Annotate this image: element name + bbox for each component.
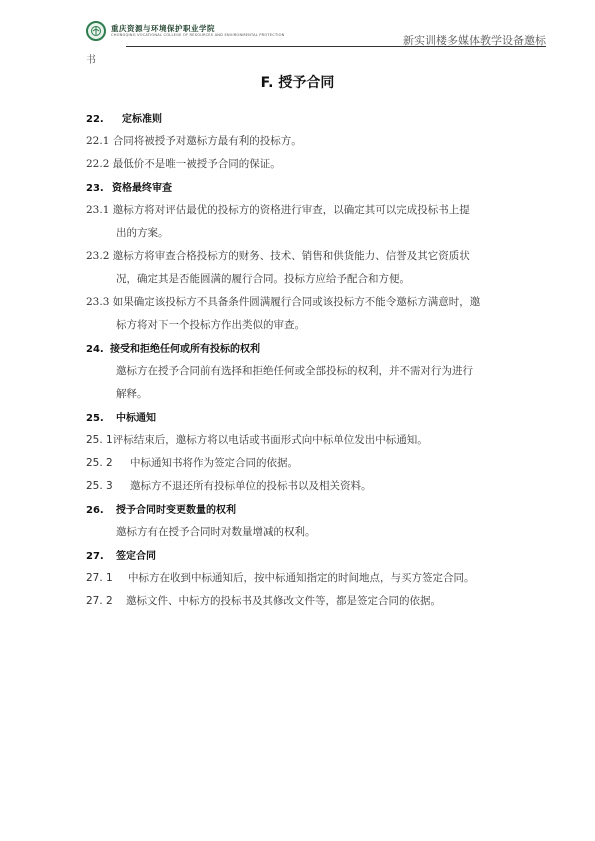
clause-25-1: 25. 1评标结束后，邀标方将以电话或书面形式向中标单位发出中标通知。 [86,434,428,446]
clause-heading-23: 23. 资格最终审查 [86,183,172,194]
document-header-title: 新实训楼多媒体教学设备邀标 [403,34,546,47]
clause-22-2: 22.2 最低价不是唯一被授予合同的保证。 [86,158,281,170]
page-header [86,18,546,48]
clause-heading-26: 26. 授予合同时变更数量的权利 [86,505,236,516]
clause-24-body: 邀标方在授予合同前有选择和拒绝任何或全部投标的权利，并不需对行为进行 [116,365,473,377]
clause-heading-24: 24. 接受和拒绝任何或所有投标的权利 [86,344,260,355]
clause-23-2-cont: 况，确定其是否能圆满的履行合同。投标方应给予配合和方便。 [116,273,410,285]
clause-23-3: 23.3 如果确定该投标方不具备条件圆满履行合同或该投标方不能令邀标方满意时，邀 [86,296,481,308]
college-logo [86,21,285,41]
clause-23-2: 23.2 邀标方将审查合格投标方的财务、技术、销售和供货能力、信誉及其它资质状 [86,250,470,262]
clause-27-2: 27. 2 邀标文件、中标方的投标书及其修改文件等，都是签定合同的依据。 [86,595,441,607]
clause-27-1: 27. 1 中标方在收到中标通知后，按中标通知指定的时间地点，与买方签定合同。 [86,572,475,584]
clause-25-3: 25. 3 邀标方不退还所有投标单位的投标书以及相关资料。 [86,480,372,492]
clause-22-1: 22.1 合同将被授予对邀标方最有利的投标方。 [86,135,302,147]
clause-23-1-cont: 出的方案。 [116,227,169,239]
college-name-cn: 重庆资源与环境保护职业学院 [111,24,215,33]
clause-24-body-cont: 解释。 [116,388,148,400]
college-name-en: CHONGQING VOCATIONAL COLLEGE OF RESOURCES AND ENVIRONMENTAL PROTECTION [111,33,285,37]
section-title: F. 授予合同 [260,75,335,91]
clause-23-1: 23.1 邀标方将对评估最优的投标方的资格进行审查，以确定其可以完成投标书上提 [86,204,470,216]
header-rule [126,46,546,47]
clause-23-3-cont: 标方将对下一个投标方作出类似的审查。 [116,319,305,331]
college-emblem-icon [86,21,106,41]
clause-heading-27: 27. 签定合同 [86,551,156,562]
clause-heading-22: 22. 定标准则 [86,114,162,125]
document-header-title-tail: 书 [86,55,96,66]
clause-26-body: 邀标方有在授予合同时对数量增减的权利。 [116,526,316,538]
clause-25-2: 25. 2 中标通知书将作为签定合同的依据。 [86,457,298,469]
clause-heading-25: 25. 中标通知 [86,413,156,424]
